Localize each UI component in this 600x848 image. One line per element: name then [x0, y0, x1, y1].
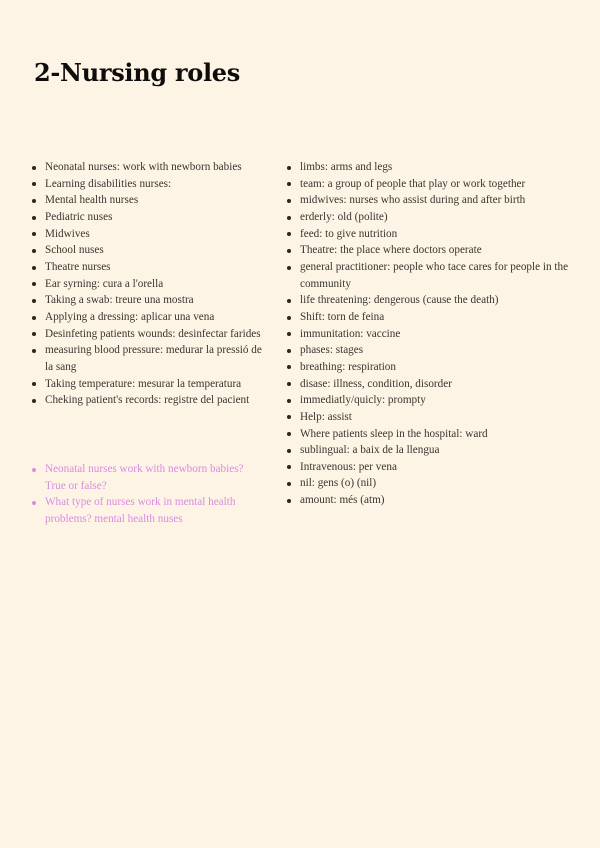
vocabulary-item: sublingual: a baix de la llengua: [287, 442, 587, 459]
vocabulary-item: general practitioner: people who tace cares for people in the community: [287, 259, 587, 292]
vocabulary-item: Intravenous: per vena: [287, 459, 587, 476]
vocabulary-item: phases: stages: [287, 342, 587, 359]
vocabulary-item: immediatly/quicly: prompty: [287, 392, 587, 409]
vocabulary-item: Shift: torn de feina: [287, 309, 587, 326]
vocabulary-item: team: a group of people that play or work together: [287, 176, 587, 193]
list-item: School nuses: [32, 242, 264, 259]
vocabulary-item: nil: gens (o) (nil): [287, 475, 587, 492]
list-item: measuring blood pressure: medurar la pressió de la sang: [32, 342, 264, 375]
list-item: Cheking patient's records: registre del pacient: [32, 392, 264, 409]
list-item: Ear syrning: cura a l'orella: [32, 276, 264, 293]
vocabulary-item: Theatre: the place where doctors operate: [287, 242, 587, 259]
vocabulary-item: Help: assist: [287, 409, 587, 426]
vocabulary-item: breathing: respiration: [287, 359, 587, 376]
list-item: Mental health nurses: [32, 192, 264, 209]
list-item: Theatre nurses: [32, 259, 264, 276]
list-item: Midwives: [32, 226, 264, 243]
vocabulary-item: Where patients sleep in the hospital: ward: [287, 426, 587, 443]
vocabulary-item: feed: to give nutrition: [287, 226, 587, 243]
roles-and-tasks-list: [32, 159, 264, 409]
vocabulary-item: life threatening: dengerous (cause the death): [287, 292, 587, 309]
list-item: Pediatric nuses: [32, 209, 264, 226]
vocabulary-item: erderly: old (polite): [287, 209, 587, 226]
vocabulary-item: limbs: arms and legs: [287, 159, 587, 176]
list-item: Neonatal nurses: work with newborn babies: [32, 159, 264, 176]
question-item: What type of nurses work in mental health problems? mental health nuses: [32, 494, 264, 527]
vocabulary-item: amount: més (atm): [287, 492, 587, 509]
vocabulary-item: disase: illness, condition, disorder: [287, 376, 587, 393]
vocabulary-list: [287, 159, 587, 509]
list-item: Learning disabilities nurses:: [32, 176, 264, 193]
list-item: Desinfeting patients wounds: desinfectar farides: [32, 326, 264, 343]
list-item: Taking temperature: mesurar la temperatura: [32, 376, 264, 393]
list-item: Applying a dressing: aplicar una vena: [32, 309, 264, 326]
page-title: 2-Nursing roles: [34, 58, 240, 87]
vocabulary-item: immunitation: vaccine: [287, 326, 587, 343]
questions-list: [32, 461, 264, 528]
vocabulary-item: midwives: nurses who assist during and after birth: [287, 192, 587, 209]
question-item: Neonatal nurses work with newborn babies? True or false?: [32, 461, 264, 494]
list-item: Taking a swab: treure una mostra: [32, 292, 264, 309]
